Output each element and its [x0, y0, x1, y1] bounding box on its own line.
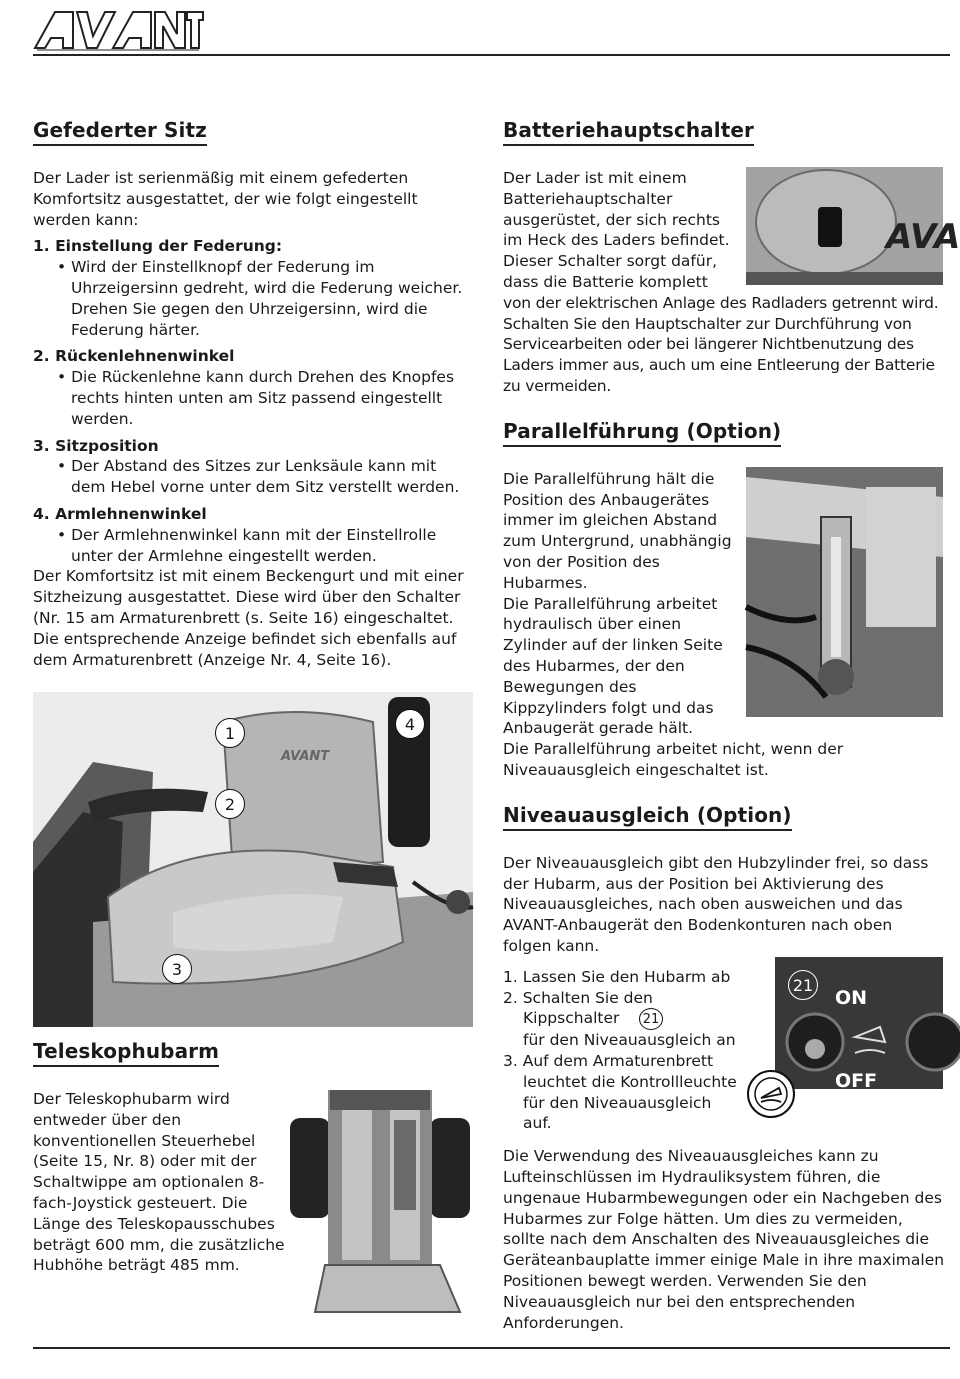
left-column — [33, 118, 475, 670]
seat-item-title: 1. Einstellung der Federung: — [33, 237, 283, 256]
seat-intro: Der Lader ist serienmäßig mit einem gefederten Komfortsitz ausgestattet, der wie folgt eingestellt werden kann: — [33, 169, 418, 229]
seat-item-text: • Der Armlehnenwinkel kann mit der Einstellrolle unter der Armlehne eingestellt werden. — [57, 525, 437, 565]
level-indicator-icon — [747, 1070, 795, 1118]
seat-item-text: • Die Rückenlehne kann durch Drehen des Knopfes rechts hinten unten am Sitz passend eingestellt werden. — [57, 368, 455, 428]
parallel-text-1: Die Parallelführung hält die Position des Anbaugerätes immer im gleichen Abstand zum Untergrund, unabhängig von der Position des Hubarmes. — [503, 469, 732, 592]
level-heading: Niveauausgleich (Option) — [503, 803, 792, 831]
seat-photo — [33, 692, 473, 1027]
telescope-photo — [290, 1090, 470, 1318]
level-intro: Der Niveauausgleich gibt den Hubzylinder frei, so dass der Hubarm, aus der Position bei Aktivierung des Niveauausgleiches, nach oben ausweichen und das AVANT-Anbaugerät den Bodenkonturen nach oben folgen kann. — [503, 853, 929, 955]
level-outro: Die Verwendung des Niveauausgleiches kann zu Lufteinschlüssen im Hydrauliksystem führen, die ungenaue Hubarmbewegungen oder ein Nachgeben des Hubarmes zur Folge hätten. Um dies zu vermeiden, sollte nach dem Anschalten des Niveauausgleiches die Geräteanbauplatte immer einige Male in ihre maximalen Positionen bewegt werden. Verwenden Sie den Niveauausgleich nur bei den entsprechenden Anforderungen. — [503, 1147, 945, 1332]
level-step: 2. Schalten Sie den Kippschalter — [503, 988, 653, 1028]
avant-logo — [33, 8, 203, 52]
callout-2: 2 — [215, 789, 245, 819]
callout-3: 3 — [162, 954, 192, 984]
seat-outro: Der Komfortsitz ist mit einem Beckengurt und mit einer Sitzheizung ausgestattet. Diese wird über den Schalter (Nr. 15 am Armaturenbrett (s. Seite 16) eingeschaltet. Die entsprechende Anzeige befindet sich ebenfalls auf dem Armaturenbrett (Anzeige Nr. 4, Seite 16). — [33, 567, 464, 669]
parallel-text-2: Die Parallelführung arbeitet hydraulisch über einen Zylinder auf der linken Seite des Hubarmes, der den Bewegungen des Kippzylinders folgt und das Anbaugerät gerade hält. — [503, 594, 723, 738]
parallel-heading: Parallelführung (Option) — [503, 419, 781, 447]
switch-photo — [775, 957, 943, 1092]
battery-heading: Batteriehauptschalter — [503, 118, 754, 146]
switch-callout-21: 21 — [788, 970, 818, 1000]
seat-logo: AVANT — [281, 749, 330, 764]
parallel-photo — [746, 467, 943, 717]
seat-item-title: 2. Rückenlehnenwinkel — [33, 347, 235, 366]
telescope-text: Der Teleskophubarm wird entweder über den konventionellen Steuerhebel (Seite 15, Nr. 8) oder mit der Schaltwippe am optionalen 8-fach-Joystick gesteuert. Die Länge des Teleskopausschubes beträgt 600 mm, die zusätzliche Hubhöhe beträgt 485 mm. — [33, 1090, 285, 1275]
battery-text-wrapped: Der Lader ist mit einem Batteriehauptschalter ausgerüstet, der sich rechts im Heck des Laders befindet. Dieser Schalter sorgt dafür, dass die Batterie komplett — [503, 169, 730, 291]
header-rule — [33, 54, 950, 56]
right-column — [503, 118, 945, 1333]
telescope-heading: Teleskophubarm — [33, 1039, 219, 1067]
level-step: 1. Lassen Sie den Hubarm ab — [503, 967, 731, 986]
telescope-section — [33, 1039, 288, 1276]
callout-4: 4 — [395, 709, 425, 739]
seat-item-title: 3. Sitzposition — [33, 436, 159, 455]
switch-inline-ref: 21 — [639, 1008, 663, 1030]
switch-on-label: ON — [835, 987, 868, 1009]
level-step: 3. Auf dem Armaturenbrett leuchtet die Kontrollleuchte für den Niveauausgleich auf. — [503, 1052, 737, 1133]
seat-item-text: • Der Abstand des Sitzes zur Lenksäule kann mit dem Hebel vorne unter dem Sitz verstellt werden. — [57, 457, 460, 497]
battery-photo — [746, 167, 960, 285]
battery-text-full: von der elektrischen Anlage des Radladers getrennt wird. Schalten Sie den Hauptschalter zur Durchführung von Servicearbeiten oder bei längerer Nichtbenutzung des Laders immer aus, auch um eine Entleerung der Batterie zu vermeiden. — [503, 293, 939, 395]
seat-item-text: • Wird der Einstellknopf der Federung im Uhrzeigersinn gedreht, wird die Federung weicher. Drehen Sie gegen den Uhrzeigersinn, wird die Federung härter. — [57, 258, 463, 339]
footer-rule — [33, 1347, 950, 1349]
seat-heading: Gefederter Sitz — [33, 118, 207, 146]
battery-photo-text: AVA — [886, 217, 960, 257]
callout-1: 1 — [215, 718, 245, 748]
switch-off-label: OFF — [835, 1070, 878, 1092]
seat-item-title: 4. Armlehnenwinkel — [33, 504, 207, 523]
level-step: für den Niveauausgleich an — [523, 1031, 736, 1050]
parallel-text-3: Die Parallelführung arbeitet nicht, wenn der Niveauausgleich eingeschaltet ist. — [503, 740, 844, 779]
